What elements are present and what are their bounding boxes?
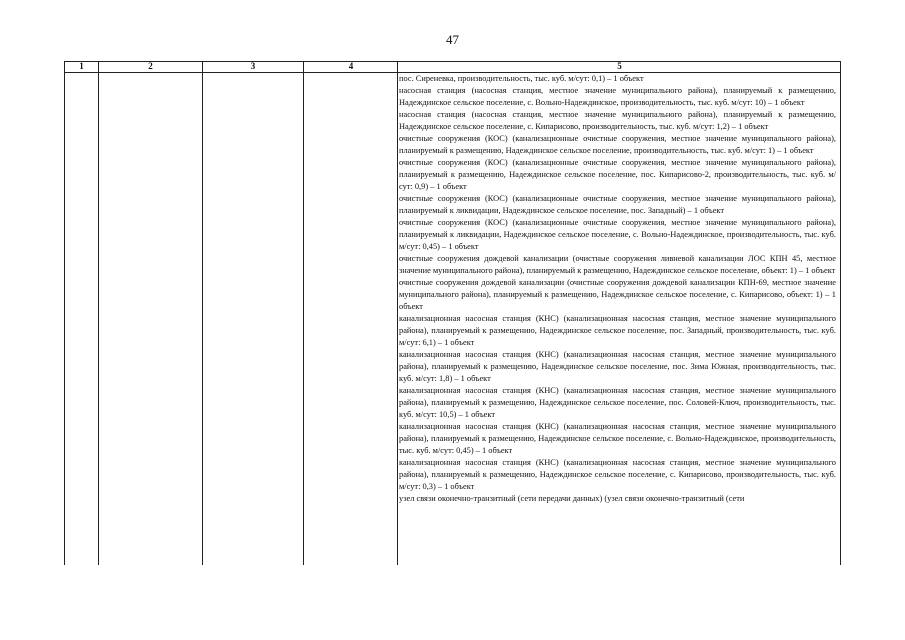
list-item: очистные сооружения дождевой канализации (очистные сооружения ливневой канализации ЛОС КПН 45, местное значение муниципального района), планируемый к размещению, Надеждинское сельское поселение, объект: 1) – 1 объект	[399, 254, 836, 275]
column-divider	[202, 62, 203, 565]
list-item: очистные сооружения (КОС) (канализационные очистные сооружения, местное значение муниципального района), планируемый к ликвидации, Надеждинское сельское поселение, пос. Западный) – 1 объект	[399, 194, 836, 215]
list-item: пос. Сиреневка, производительность, тыс. куб. м/сут: 0,1) – 1 объект	[399, 74, 644, 83]
column-header-1: 1	[79, 61, 84, 71]
page-number: 47	[446, 32, 459, 47]
document-table	[64, 61, 841, 565]
column-header-3: 3	[250, 61, 256, 71]
column-divider	[397, 62, 398, 565]
column-5-cell	[399, 73, 836, 565]
list-item: очистные сооружения (КОС) (канализационные очистные сооружения, местное значение муниципального района), планируемый к размещению, Надеждинское сельское поселение, пос. Кипарисово-2, производительность, тыс. куб. м/сут: 0,9) – 1 объект	[399, 158, 836, 191]
column-divider	[303, 62, 304, 565]
list-item: насосная станция (насосная станция, местное значение муниципального района), планируемый к размещению, Надеждинское сельское поселение, с. Вольно-Надеждинское, производительность, тыс. куб. м/сут: 10) – 1 объект	[399, 86, 836, 107]
column-header-2: 2	[148, 61, 153, 71]
list-item: узел связи оконечно-транзитный (сети передачи данных) (узел связи оконечно-транзитный (сети	[399, 494, 745, 503]
list-item: очистные сооружения (КОС) (канализационные очистные сооружения, местное значение муниципального района), планируемый к ликвидации, Надеждинское сельское поселение, с. Вольно-Надеждинское, производительность, тыс. куб. м/сут: 0,45) – 1 объект	[399, 218, 836, 251]
list-item: канализационная насосная станция (КНС) (канализационная насосная станция, местное значение муниципального района), планируемый к размещению, Надеждинское сельское поселение, пос. Зима Южная, производительность, тыс. куб. м/сут: 1,8) – 1 объект	[399, 350, 836, 383]
list-item: очистные сооружения (КОС) (канализационные очистные сооружения, местное значение муниципального района), планируемый к размещению, Надеждинское сельское поселение, производительность, тыс. куб. м/сут: 1) – 1 объект	[399, 134, 836, 155]
column-divider	[98, 62, 99, 565]
column-header-4: 4	[348, 61, 354, 71]
list-item: канализационная насосная станция (КНС) (канализационная насосная станция, местное значение муниципального района), планируемый к размещению, Надеждинское сельское поселение, пос. Соловей-Ключ, производительность, тыс. куб. м/сут: 10,5) – 1 объект	[399, 386, 836, 419]
list-item: насосная станция (насосная станция, местное значение муниципального района), планируемый к размещению, Надеждинское сельское поселение, с. Кипарисово, производительность, тыс. куб. м/сут: 1,2) – 1 объект	[399, 110, 836, 131]
list-item: канализационная насосная станция (КНС) (канализационная насосная станция, местное значение муниципального района), планируемый к размещению, Надеждинское сельское поселение, с. Вольно-Надеждинское, производительность, тыс. куб. м/сут: 0,45) – 1 объект	[399, 422, 836, 455]
list-item: канализационная насосная станция (КНС) (канализационная насосная станция, местное значение муниципального района), планируемый к размещению, Надеждинское сельское поселение, пос. Западный, производительность, тыс. куб. м/сут: 6,1) – 1 объект	[399, 314, 836, 347]
list-item: очистные сооружения дождевой канализации (очистные сооружения дождевой канализации КПН-69, местное значение муниципального района), планируемый к размещению, Надеждинское сельское поселение, с. Кипарисово, объект: 1) – 1 объект	[399, 278, 836, 311]
list-item: канализационная насосная станция (КНС) (канализационная насосная станция, местное значение муниципального района), планируемый к размещению, Надеждинское сельское поселение, с. Кипарисово, производительность, тыс. куб. м/сут: 0,3) – 1 объект	[399, 458, 836, 491]
table-header-row	[65, 62, 840, 73]
column-header-5: 5	[617, 61, 622, 71]
